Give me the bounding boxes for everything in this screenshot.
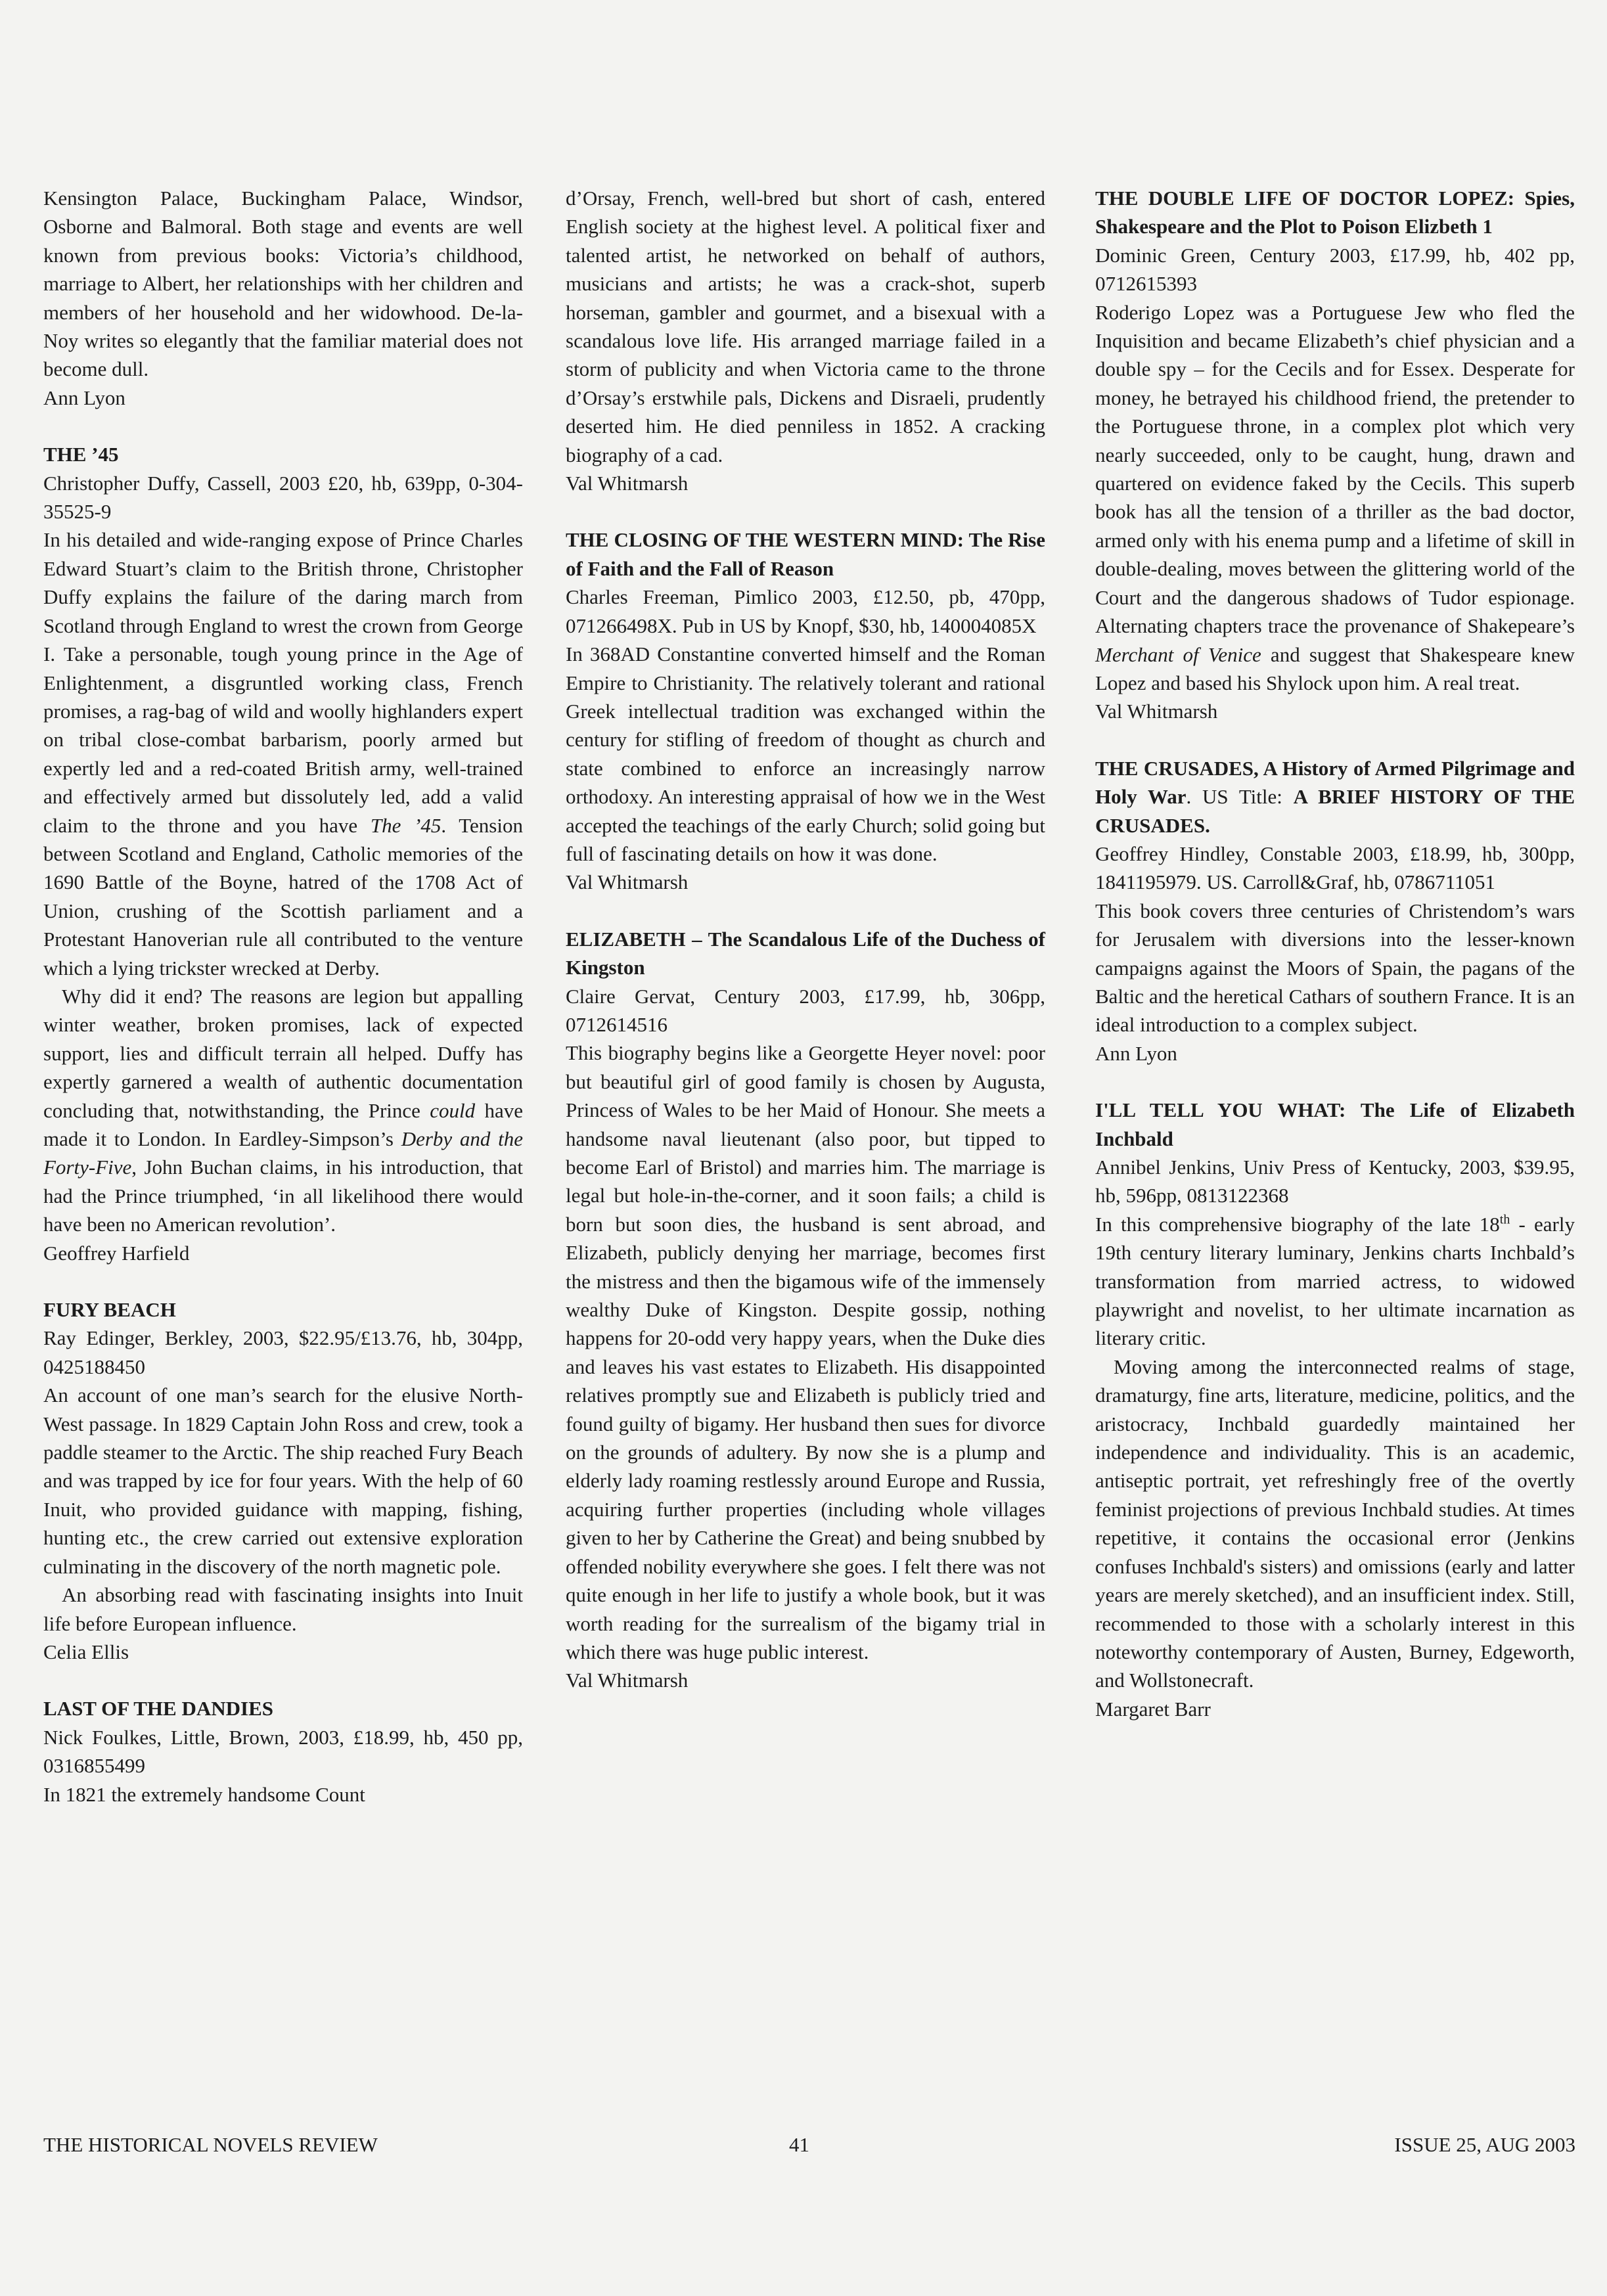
review-body: This biography begins like a Georgette Heyer novel: poor but beautiful girl of good family is chosen by Augusta, Princess of Wales to be her Maid of Honour. She meets a handsome naval lieutenant (also poor, but tipped to become Earl of Bristol) and marries him. The marriage is legal but hole-in-the-corner, and it soon fails; a child is born but soon dies, the husband is sent abroad, and Elizabeth, publicly denying her marriage, becomes first the mistress and then the bigamous wife of the immensely wealthy Duke of Kingston. Despite gossip, nothing happens for 20-odd very happy years, when the Duke dies and leaves his vast estates to Elizabeth. His disappointed relatives promptly sue and Elizabeth is publicly tried and found guilty of bigamy. Her husband then sues for divorce on the grounds of adultery. By now she is a plump and elderly lady roaming restlessly around Europe and Russia, acquiring further properties (including whole villages given to her by Catherine the Great) and being snubbed by offended nobility everywhere she goes. I felt there was not quite enough in her life to justify a whole book, but it was worth reading for the surrealism of the bigamy trial in which there was huge public interest. bbox=[566, 1041, 1045, 1663]
review-book-details: Charles Freeman, Pimlico 2003, £12.50, pb, 470pp, 071266498X. Pub in US by Knopf, $30, hb, 140004085X bbox=[566, 585, 1045, 637]
reviewer-name: Ann Lyon bbox=[43, 386, 125, 409]
column-3 bbox=[1095, 184, 1575, 1723]
review-book-details: Dominic Green, Century 2003, £17.99, hb, 402 pp, 0712615393 bbox=[1095, 243, 1575, 296]
review-book-details: Geoffrey Hindley, Constable 2003, £18.99, hb, 300pp, 1841195979. US. Carroll&Graf, hb, 0786711051 bbox=[1095, 842, 1575, 894]
column-1 bbox=[43, 184, 523, 1809]
review-title: I'LL TELL YOU WHAT: The Life of Elizabeth Inchbald bbox=[1095, 1098, 1575, 1150]
review-body: In 368AD Constantine converted himself and the Roman Empire to Christianity. The relatively tolerant and rational Greek intellectual tradition was exchanged within the century for stifling of freedom of thought as church and state combined to enforce an increasingly narrow orthodoxy. An interesting appraisal of how we in the West accepted the teachings of the early Church; solid going but full of fascinating details on how it was done. bbox=[566, 642, 1045, 865]
review-body: Moving among the interconnected realms of stage, dramaturgy, fine arts, literature, medicine, politics, and the aristocracy, Inchbald guardedly maintained her independence and individuality. This is an academic, antiseptic portrait, yet refreshingly free of the overtly feminist projections of previous Inchbald studies. At times repetitive, it contains the occasional error (Jenkins confuses Inchbald's sisters) and omissions (early and latter years are merely sketched), and an insufficient index. Still, recommended to those with a scholarly interest in this noteworthy contemporary of Austen, Burney, Edgeworth, and Wollstonecraft. bbox=[1095, 1355, 1575, 1692]
page-number: 41 bbox=[789, 2133, 809, 2156]
review-body: An absorbing read with fascinating insights into Inuit life before European influence. bbox=[43, 1583, 523, 1635]
review-closing-western-mind bbox=[566, 526, 1045, 896]
review-body: Roderigo Lopez was a Portuguese Jew who fled the Inquisition and became Elizabeth’s chief physician and a double spy – for the Cecils and for Essex. Desperate for money, he betrayed his childhood friend, the pretender to the Portuguese throne, in a complex plot which very nearly succeeded, only to be caught, hung, drawn and quartered on evidence faked by the Cecils. This superb book has all the tension of a thriller as the bad doctor, armed only with his enema pump and a lifetime of skill in double-dealing, moves between the glittering world of the Court and the dangerous shadows of Tudor espionage. Alternating chapters trace the provenance of Shakepeare’s Merchant of Venice and suggest that Shakespeare knew Lopez and based his Shylock upon him. A real treat. bbox=[1095, 300, 1575, 694]
review-book-details: Claire Gervat, Century 2003, £17.99, hb, 306pp, 0712614516 bbox=[566, 984, 1045, 1036]
column-2 bbox=[566, 184, 1045, 1695]
review-continuation-text: Kensington Palace, Buckingham Palace, Windsor, Osborne and Balmoral. Both stage and events are well known from previous books: Victoria’s childhood, marriage to Albert, her relationships with her children and members of her household and her widowhood. De-la-Noy writes so elegantly that the familiar material does not become dull. bbox=[43, 187, 523, 381]
review-title: FURY BEACH bbox=[43, 1298, 176, 1322]
review-last-of-the-dandies bbox=[43, 1694, 523, 1809]
reviewer-name: Celia Ellis bbox=[43, 1640, 129, 1663]
reviewer-name: Val Whitmarsh bbox=[566, 472, 689, 495]
review-title: ELIZABETH – The Scandalous Life of the Duchess of Kingston bbox=[566, 927, 1045, 979]
review-title: THE CRUSADES, A History of Armed Pilgrimage and Holy War. US Title: A BRIEF HISTORY OF THE CRUSADES. bbox=[1095, 756, 1575, 837]
review-title: THE CLOSING OF THE WESTERN MIND: The Rise of Faith and the Fall of Reason bbox=[566, 528, 1045, 580]
reviewer-name: Val Whitmarsh bbox=[1095, 700, 1218, 723]
review-body: In 1821 the extremely handsome Count bbox=[43, 1782, 365, 1806]
reviewer-name: Ann Lyon bbox=[1095, 1041, 1177, 1065]
review-body: In his detailed and wide-ranging expose of Prince Charles Edward Stuart’s claim to the British throne, Christopher Duffy explains the failure of the daring march from Scotland through England to wrest the crown from George I. Take a personable, tough young prince in the Age of Enlightenment, a disgruntled working class, French promises, a rag-bag of wild and woolly highlanders expert on tribal close-combat barbarism, poorly armed but expertly led and a red-coated British army, well-trained and effectively armed but dissolutely led, add a valid claim to the throne and you have The ’45. Tension between Scotland and England, Catholic memories of the 1690 Battle of the Boyne, hatred of the 1708 Act of Union, crushing of the Scottish parliament and a Protestant Hanoverian rule all contributed to the venture which a lying trickster wrecked at Derby. bbox=[43, 528, 523, 979]
review-body: Why did it end? The reasons are legion but appalling winter weather, broken promises, lack of expected support, lies and difficult terrain all helped. Duffy has expertly garnered a wealth of authentic documentation concluding that, notwithstanding, the Prince could have made it to London. In Eardley-Simpson’s Derby and the Forty-Five, John Buchan claims, in his introduction, that had the Prince triumphed, ‘in all likelihood there would have been no American revolution’. bbox=[43, 984, 523, 1236]
review-title: THE DOUBLE LIFE OF DOCTOR LOPEZ: Spies, Shakespeare and the Plot to Poison Elizbeth 1 bbox=[1095, 187, 1575, 238]
review-fury-beach bbox=[43, 1295, 523, 1666]
review-body: d’Orsay, French, well-bred but short of cash, entered English society at the highest level. A political fixer and talented artist, he networked on behalf of authors, musicians and artists; he was a crack-shot, superb horseman, gambler and gourmet, and a bisexual with a scandalous love life. His arranged marriage failed in a storm of publicity and when Victoria came to the throne d’Orsay’s erstwhile pals, Dickens and Disraeli, prudently deserted him. He died penniless in 1852. A cracking biography of a cad. bbox=[566, 187, 1045, 466]
review-book-details: Christopher Duffy, Cassell, 2003 £20, hb, 639pp, 0-304-35525-9 bbox=[43, 471, 523, 524]
issue-info: ISSUE 25, AUG 2003 bbox=[1394, 2133, 1575, 2156]
review-title: THE ’45 bbox=[43, 443, 119, 466]
reviewer-name: Val Whitmarsh bbox=[566, 870, 689, 894]
review-elizabeth bbox=[566, 925, 1045, 1695]
reviewer-name: Val Whitmarsh bbox=[566, 1669, 689, 1692]
publication-name: THE HISTORICAL NOVELS REVIEW bbox=[43, 2133, 378, 2156]
review-body: This book covers three centuries of Christendom’s wars for Jerusalem with diversions into the lesser-known campaigns against the Moors of Spain, the pagans of the Baltic and the heretical Cathars of southern France. It is an ideal introduction to a complex subject. bbox=[1095, 899, 1575, 1037]
review-doctor-lopez bbox=[1095, 184, 1575, 726]
review-the-45 bbox=[43, 440, 523, 1267]
reviewer-name: Geoffrey Harfield bbox=[43, 1241, 190, 1265]
review-ill-tell-you-what bbox=[1095, 1096, 1575, 1723]
review-body: In this comprehensive biography of the late 18th - early 19th century literary luminary, Jenkins charts Inchbald’s transformation from married actress, to widowed playwright and novelist, to her ultimate incarnation as literary critic. bbox=[1095, 1212, 1575, 1350]
review-book-details: Annibel Jenkins, Univ Press of Kentucky, 2003, $39.95, hb, 596pp, 0813122368 bbox=[1095, 1156, 1575, 1207]
reviewer-name: Margaret Barr bbox=[1095, 1697, 1211, 1721]
review-book-details: Nick Foulkes, Little, Brown, 2003, £18.99, hb, 450 pp, 0316855499 bbox=[43, 1725, 523, 1778]
review-book-details: Ray Edinger, Berkley, 2003, $22.95/£13.76, hb, 304pp, 0425188450 bbox=[43, 1326, 523, 1378]
review-crusades bbox=[1095, 754, 1575, 1068]
review-title: LAST OF THE DANDIES bbox=[43, 1697, 274, 1721]
review-body: An account of one man’s search for the elusive North-West passage. In 1829 Captain John Ross and crew, took a paddle steamer to the Arctic. The ship reached Fury Beach and was trapped by ice for four years. With the help of 60 Inuit, who provided guidance with mapping, fishing, hunting etc., the crew carried out extensive exploration culminating in the discovery of the north magnetic pole. bbox=[43, 1384, 523, 1578]
